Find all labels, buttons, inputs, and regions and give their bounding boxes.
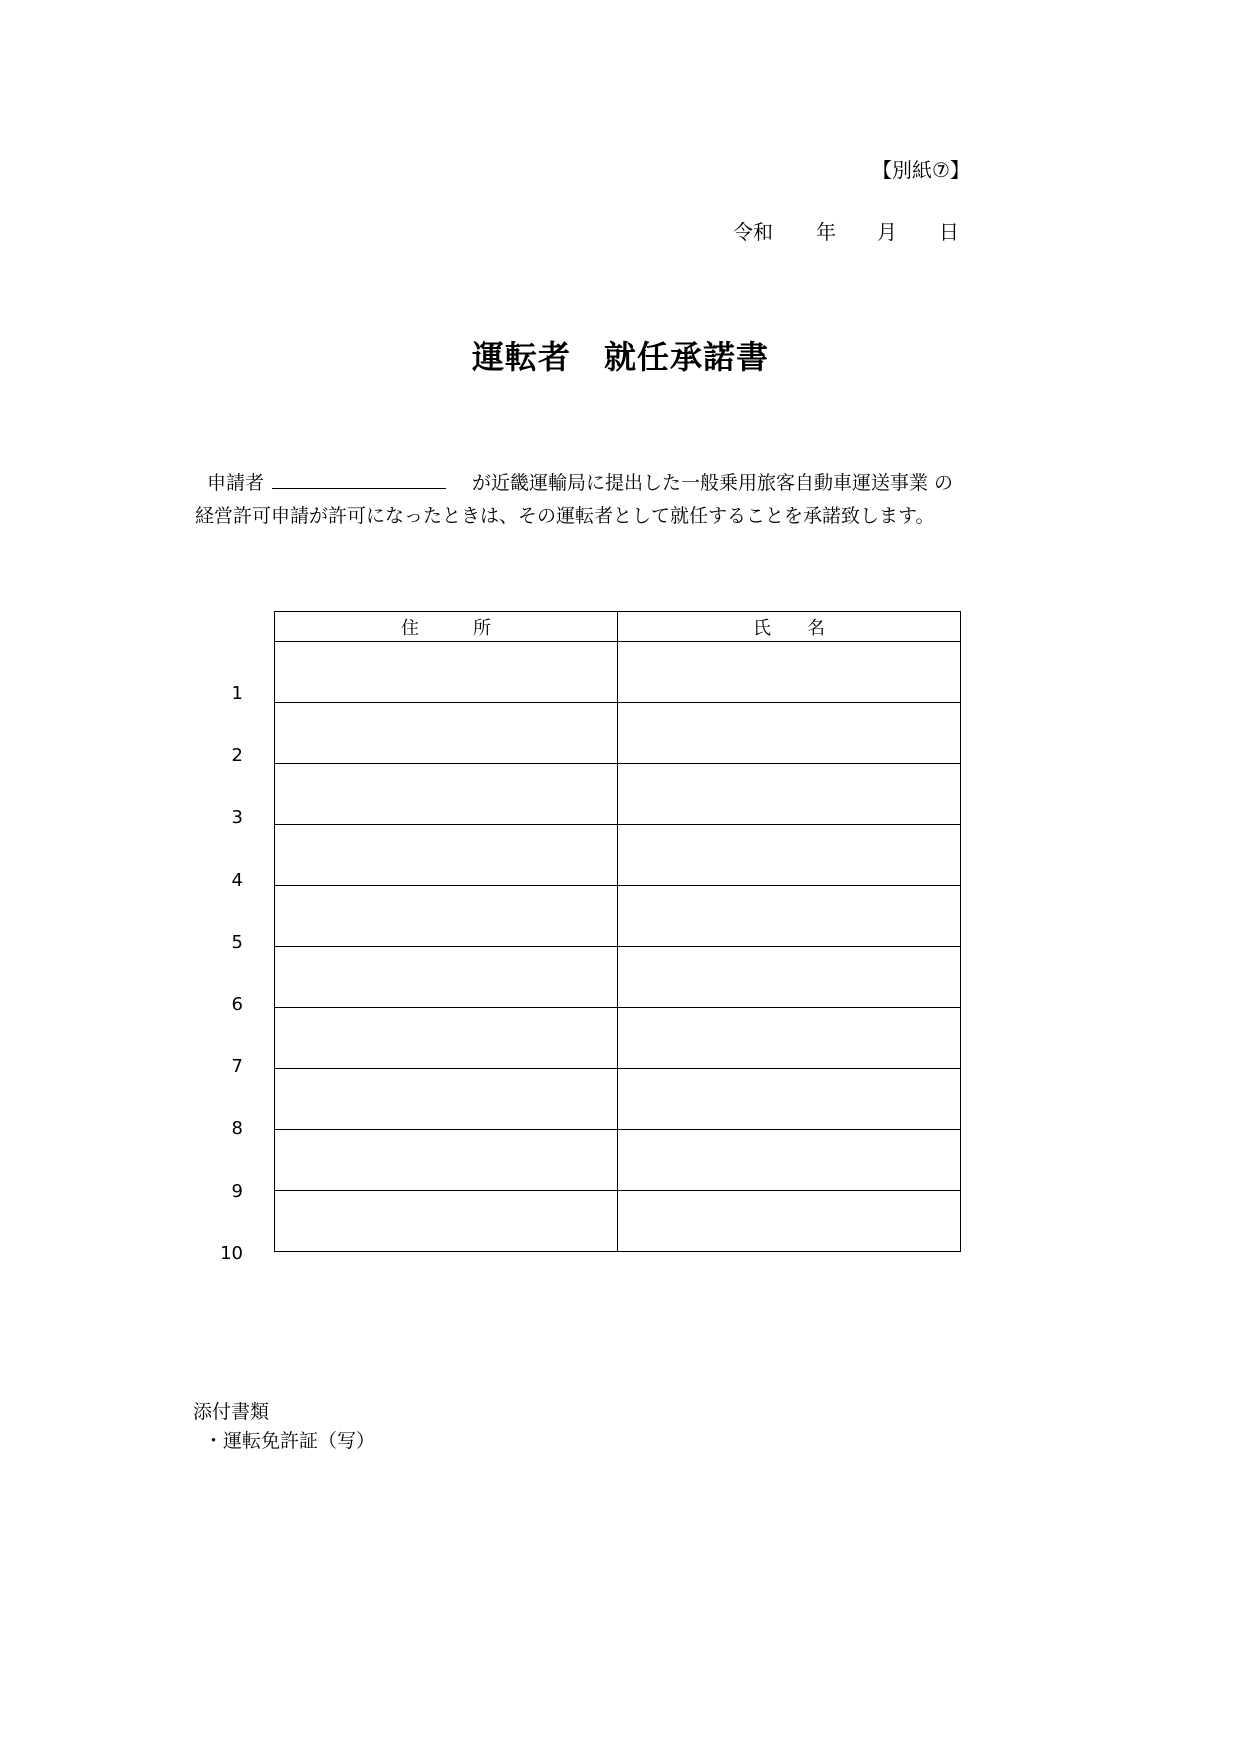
row-number: 1 [231,683,243,704]
address-cell[interactable] [275,1008,618,1069]
address-cell[interactable] [275,947,618,1008]
name-cell[interactable] [618,825,961,886]
name-cell[interactable] [618,947,961,1008]
name-cell[interactable] [618,1069,961,1130]
date-year: 年 [816,220,836,244]
name-cell[interactable] [618,764,961,825]
name-cell[interactable] [618,1191,961,1252]
drivers-table [274,611,961,1252]
statement-line-1-text: が近畿運輸局に提出した一般乗用旅客自動車運送事業 の [472,472,954,494]
name-cell[interactable] [618,1008,961,1069]
date-month: 月 [877,220,897,244]
row-number: 3 [231,807,243,829]
table-row [275,1191,961,1252]
statement-line-1 [207,468,953,495]
table-header-row [275,612,961,642]
table-row [275,886,961,947]
row-number: 5 [231,931,243,953]
table-row [275,825,961,886]
address-cell[interactable] [275,825,618,886]
table-row [275,947,961,1008]
document-title: 運転者 就任承諾書 [471,338,769,376]
date-day: 日 [939,220,959,244]
applicant-name-blank[interactable] [272,470,446,489]
statement-line-2: 経営許可申請が許可になったときは、その運転者として就任することを承諾致します。 [195,505,935,527]
attachments-heading: 添付書類 [193,1401,270,1423]
table-row [275,642,961,703]
row-number: 7 [231,1056,243,1078]
address-cell[interactable] [275,1191,618,1252]
applicant-label: 申請者 [207,472,265,494]
header-name: 氏 名 [618,612,961,642]
row-number: 9 [231,1180,243,1202]
date-era: 令和 [733,220,773,244]
row-number: 4 [231,869,243,891]
table-row [275,703,961,764]
address-cell[interactable] [275,1069,618,1130]
address-cell[interactable] [275,642,618,703]
row-number: 8 [231,1118,243,1140]
address-cell[interactable] [275,764,618,825]
table-row [275,1069,961,1130]
name-cell[interactable] [618,642,961,703]
table-row [275,1008,961,1069]
table-row [275,1130,961,1191]
annex-label: 【別紙⑦】 [872,158,970,182]
name-cell[interactable] [618,886,961,947]
name-cell[interactable] [618,1130,961,1191]
address-cell[interactable] [275,886,618,947]
row-number: 10 [220,1242,243,1264]
table-row [275,764,961,825]
row-number: 6 [231,994,243,1015]
header-address: 住 所 [275,612,618,642]
address-cell[interactable] [275,1130,618,1191]
address-cell[interactable] [275,703,618,764]
name-cell[interactable] [618,703,961,764]
attachment-item: ・運転免許証（写） [204,1430,376,1452]
row-number: 2 [231,745,243,767]
